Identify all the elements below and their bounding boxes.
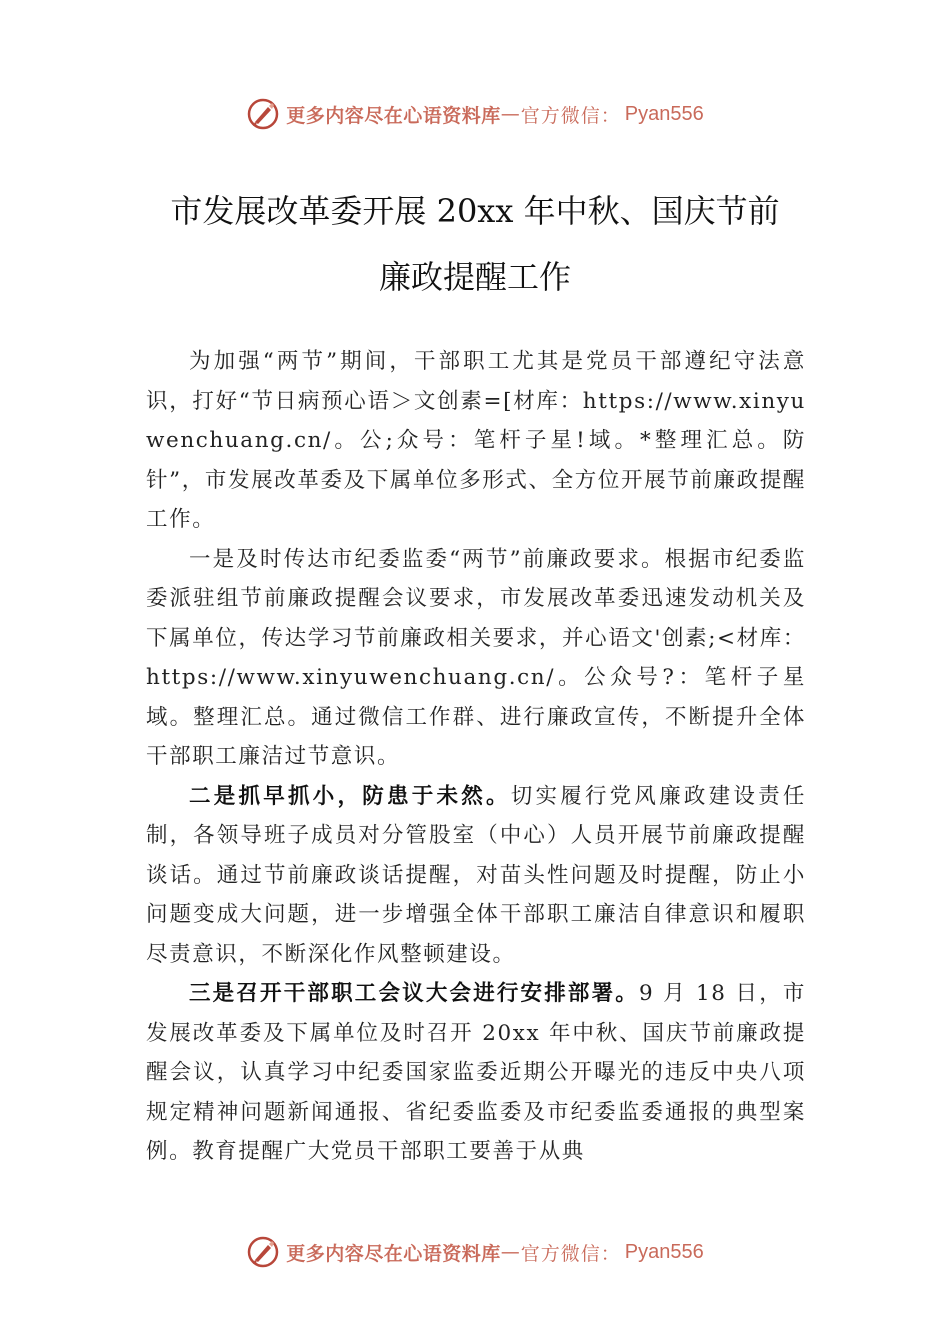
banner-dash: — — [500, 103, 521, 125]
header-banner — [0, 92, 950, 136]
banner-wechat-id: Pyan556 — [624, 1240, 704, 1263]
banner-dash: — — [500, 1241, 521, 1263]
paragraph-4 — [146, 974, 806, 1172]
paragraph-1: 为加强“两节”期间，干部职工尤其是党员干部遵纪守法意识，打好“节日病预心语＞文创素=[材库：https://www.xinyuwenchuang.cn/。公;众号：笔杆子星!域。*整理汇总。防针”，市发展改革委及下属单位多形式、全方位开展节前廉政提醒工作。 — [146, 349, 806, 532]
paragraph-3-lead: 二是抓早抓小，防患于未然。 — [189, 783, 511, 809]
paragraph-2: 一是及时传达市纪委监委“两节”前廉政要求。根据市纪委监委派驻组节前廉政提醒会议要求，市发展改革委迅速发动机关及下属单位，传达学习节前廉政相关要求，并心语文'创素;<材库：https://www.xinyuwenchuang.cn/。公众号?：笔杆子星域。整理汇总。通过微信工作群、进行廉政宣传，不断提升全体干部职工廉洁过节意识。 — [146, 546, 806, 769]
banner-text: 更多内容尽在心语资料库 — [286, 104, 501, 127]
footer-banner — [0, 1230, 950, 1274]
pen-logo-icon — [246, 97, 280, 131]
pen-logo-icon — [246, 1235, 280, 1269]
banner-text: 更多内容尽在心语资料库 — [286, 1242, 501, 1265]
banner-wechat-label: 官方微信： — [520, 104, 621, 127]
paragraph-3 — [146, 777, 806, 975]
paragraph-4-text: 9 月 18 日，市发展改革委及下属单位及时召开 20xx 年中秋、国庆节前廉政提醒会议，认真学习中纪委国家监委近期公开曝光的违反中央八项规定精神问题新闻通报、省纪委监委及市纪委监委通报的典型案例。教育提醒广大党员干部职工要善于从典 — [146, 981, 807, 1164]
document-body — [146, 342, 806, 1172]
title-line-2: 廉政提醒工作 — [378, 258, 571, 296]
document-title — [100, 178, 850, 310]
paragraph-4-lead: 三是召开干部职工会议大会进行安排部署。 — [189, 981, 639, 1006]
paragraph-3-text: 切实履行党风廉政建设责任制，各领导班子成员对分管股室（中心）人员开展节前廉政提醒谈话。通过节前廉政谈话提醒，对苗头性问题及时提醒，防止小问题变成大问题，进一步增强全体干部职工廉洁自律意识和履职尽责意识，不断深化作风整顿建设。 — [146, 783, 807, 967]
banner-wechat-id: Pyan556 — [624, 102, 704, 125]
title-line-1: 市发展改革委开展 20xx 年中秋、国庆节前 — [170, 192, 780, 230]
banner-wechat-label: 官方微信： — [520, 1242, 621, 1265]
